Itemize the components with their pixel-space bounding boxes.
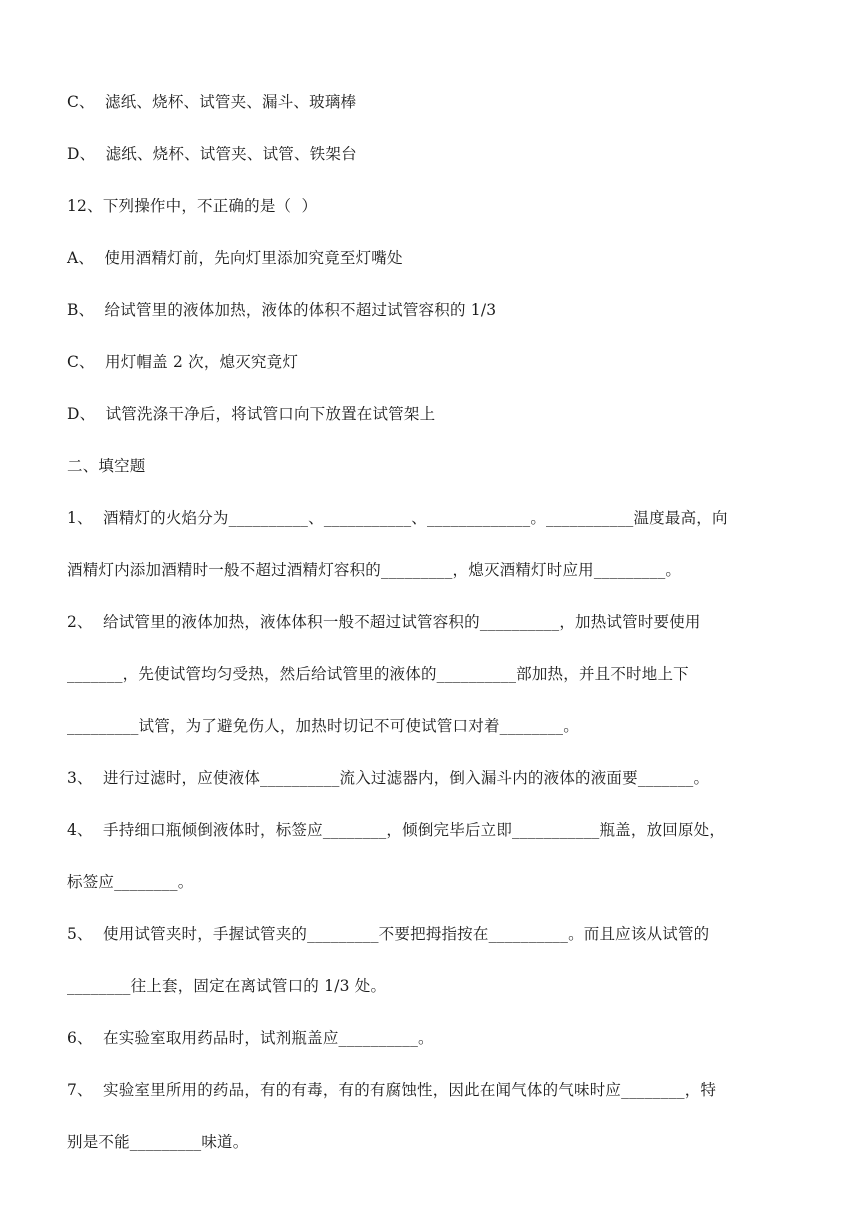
fill-question-1-line1: 1、 酒精灯的火焰分为__________、___________、_____________。___________温度最高，向 — [67, 509, 728, 527]
option-a-q12: A、 使用酒精灯前，先向灯里添加究竟至灯嘴处 — [67, 249, 403, 267]
fill-question-7-line2: 别是不能_________味道。 — [67, 1133, 249, 1151]
fill-question-4-line1: 4、 手持细口瓶倾倒液体时，标签应________，倾倒完毕后立即___________瓶盖，放回原处， — [67, 821, 726, 839]
option-c-q12: C、 用灯帽盖 2 次，熄灭究竟灯 — [67, 353, 299, 371]
option-d-q12: D、 试管洗涤干净后，将试管口向下放置在试管架上 — [67, 405, 436, 423]
fill-question-5-line1: 5、 使用试管夹时，手握试管夹的_________不要把拇指按在__________。而且应该从试管的 — [67, 925, 710, 943]
option-c-q11: C、 滤纸、烧杯、试管夹、漏斗、玻璃棒 — [67, 93, 357, 111]
fill-question-2-line3: _________试管，为了避免伤人，加热时切记不可使试管口对着________。 — [67, 717, 579, 735]
fill-question-4-line2: 标签应________。 — [67, 873, 194, 891]
fill-question-2-line1: 2、 给试管里的液体加热，液体体积一般不超过试管容积的__________，加热试管时要使用 — [67, 613, 701, 631]
fill-question-6: 6、 在实验室取用药品时，试剂瓶盖应__________。 — [67, 1029, 434, 1047]
fill-question-2-line2: _______，先使试管均匀受热，然后给试管里的液体的__________部加热，并且不时地上下 — [67, 665, 689, 683]
question-12: 12、下列操作中，不正确的是（ ） — [67, 197, 318, 215]
section-heading: 二、填空题 — [67, 457, 146, 475]
fill-question-3: 3、 进行过滤时，应使液体__________流入过滤器内，倒入漏斗内的液体的液面要_______。 — [67, 769, 710, 787]
option-b-q12: B、 给试管里的液体加热，液体的体积不超过试管容积的 1/3 — [67, 301, 497, 319]
fill-question-7-line1: 7、 实验室里所用的药品，有的有毒，有的有腐蚀性，因此在闻气体的气味时应________，特 — [67, 1081, 717, 1099]
fill-question-5-line2: ________往上套，固定在离试管口的 1/3 处。 — [67, 977, 387, 995]
option-d-q11: D、 滤纸、烧杯、试管夹、试管、铁架台 — [67, 145, 357, 163]
fill-question-1-line2: 酒精灯内添加酒精时一般不超过酒精灯容积的_________，熄灭酒精灯时应用_________。 — [67, 561, 682, 579]
